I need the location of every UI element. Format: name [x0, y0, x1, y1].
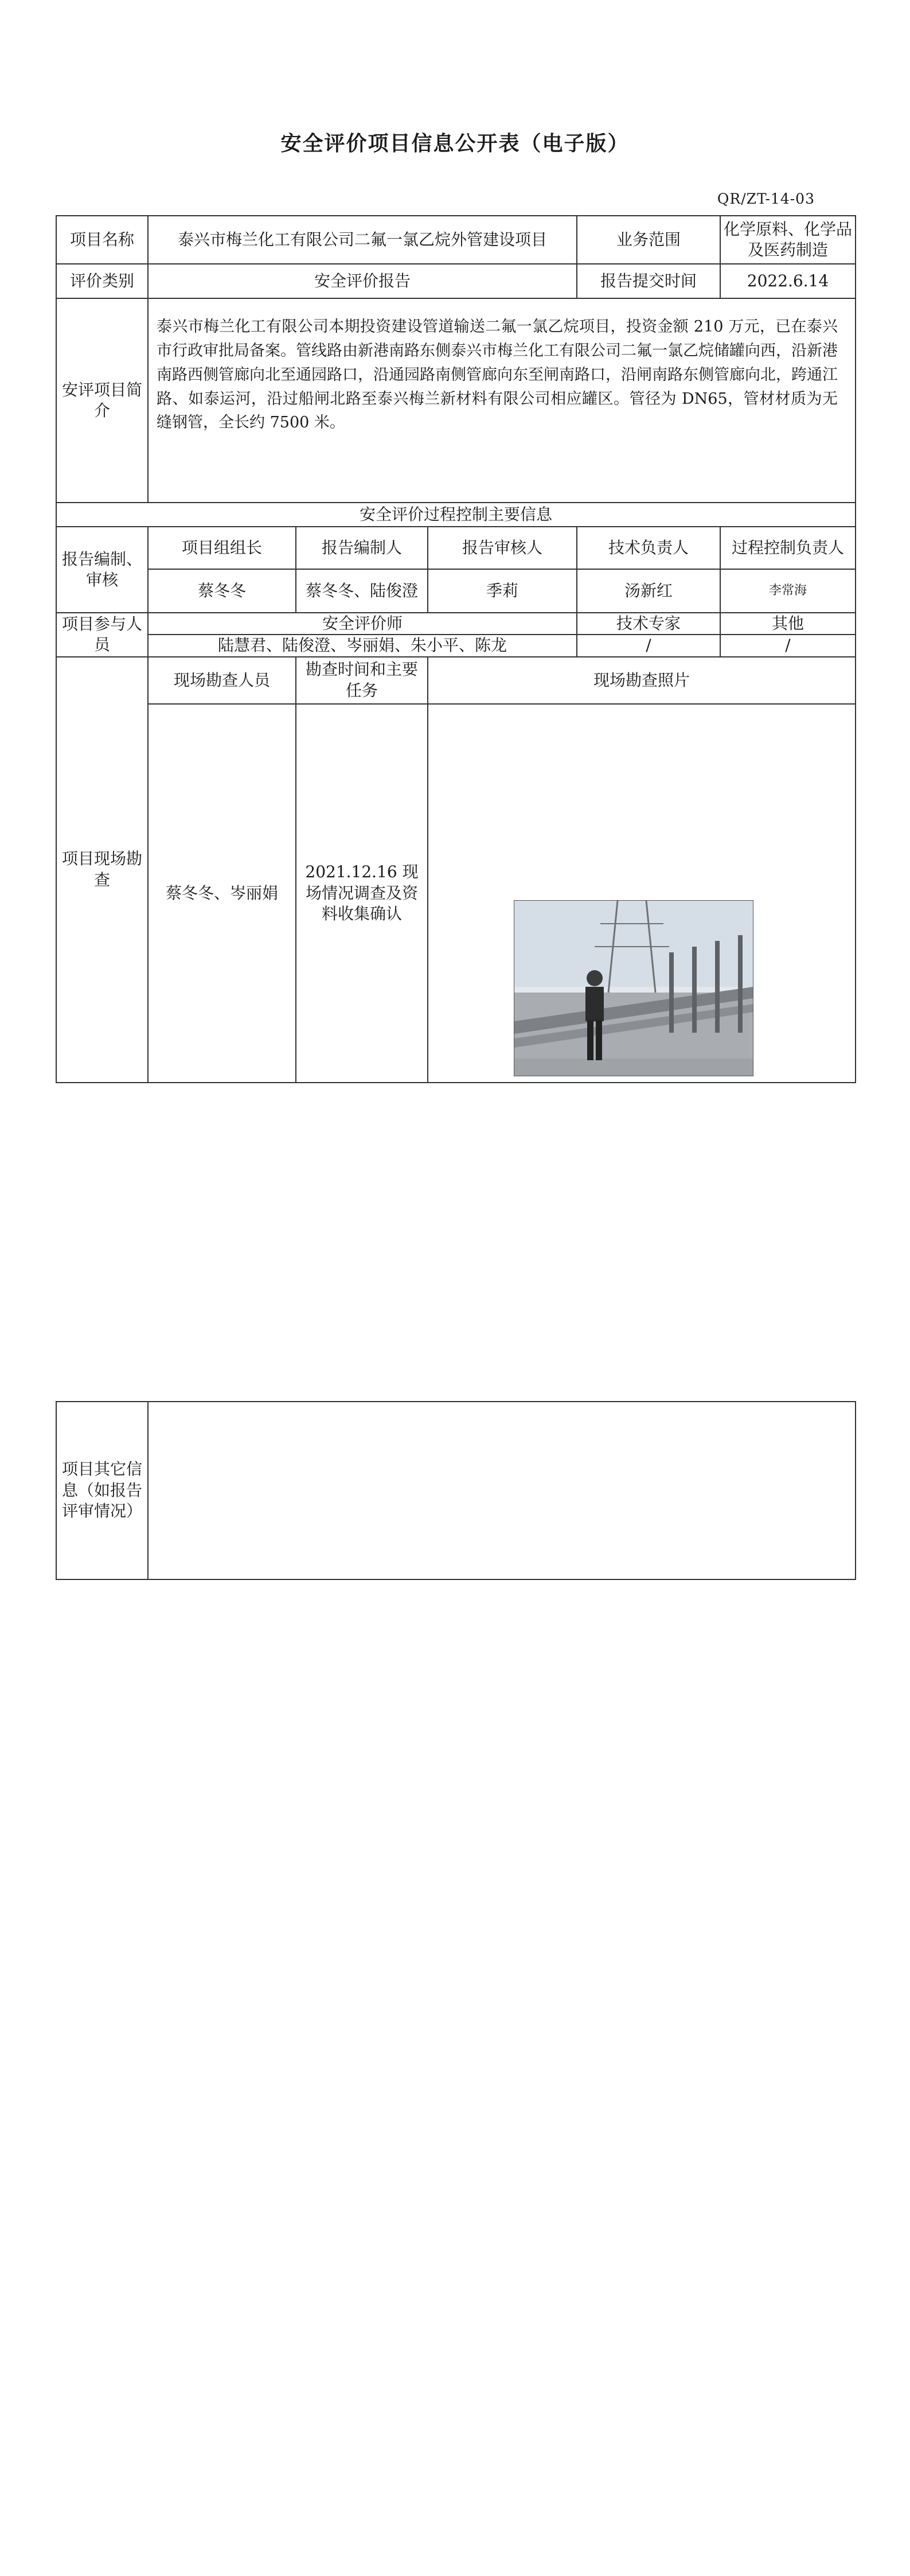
submit-date-label: 报告提交时间: [577, 264, 720, 298]
survey-staff-value: 蔡冬冬、岑丽娟: [148, 704, 296, 1083]
tech-expert-value: /: [577, 635, 720, 656]
survey-photos-cell: [428, 704, 856, 1083]
safety-assessor-value: 陆慧君、陆俊澄、岑丽娟、朱小平、陈龙: [148, 635, 577, 656]
other-info-label: 项目其它信息（如报告评审情况）: [56, 1402, 148, 1579]
other-info-table: [56, 1401, 856, 1580]
process-section-title: 安全评价过程控制主要信息: [56, 503, 856, 527]
header-tech-lead: 技术负责人: [577, 527, 720, 569]
header-survey-time-task: 勘查时间和主要任务: [296, 657, 428, 704]
header-report-author: 报告编制人: [296, 527, 428, 569]
tech-lead-value: 汤新红: [577, 569, 720, 613]
team-leader-value: 蔡冬冬: [148, 569, 296, 613]
project-info-table: [56, 215, 856, 1083]
header-process-control-lead: 过程控制负责人: [720, 527, 856, 569]
other-value: /: [720, 635, 856, 656]
site-survey-label: 项目现场勘查: [56, 657, 148, 1083]
survey-time-task-value: 2021.12.16 现场情况调查及资料收集确认: [296, 704, 428, 1083]
submit-date-value: 2022.6.14: [720, 264, 856, 298]
project-intro-label: 安评项目简介: [56, 298, 148, 503]
header-other: 其他: [720, 613, 856, 635]
other-info-value: [148, 1402, 856, 1579]
evaluation-type-label: 评价类别: [56, 264, 148, 298]
process-control-lead-value: 李常海: [720, 569, 856, 613]
header-survey-staff: 现场勘查人员: [148, 657, 296, 704]
header-safety-assessor: 安全评价师: [148, 613, 577, 635]
scope-label: 业务范围: [577, 216, 720, 264]
page-title: 安全评价项目信息公开表（电子版）: [280, 131, 630, 155]
document-code: QR/ZT-14-03: [717, 190, 815, 207]
project-name-label: 项目名称: [56, 216, 148, 264]
project-name-value: 泰兴市梅兰化工有限公司二氟一氯乙烷外管建设项目: [148, 216, 577, 264]
header-team-leader: 项目组组长: [148, 527, 296, 569]
report-reviewer-value: 季莉: [428, 569, 577, 613]
scope-value: 化学原料、化学品及医药制造: [720, 216, 856, 264]
header-survey-photos: 现场勘查照片: [428, 657, 856, 704]
site-photo-pipe-rack: [514, 900, 753, 1076]
header-tech-expert: 技术专家: [577, 613, 720, 635]
report-author-value: 蔡冬冬、陆俊澄: [296, 569, 428, 613]
participants-label: 项目参与人员: [56, 613, 148, 657]
project-intro-text: 泰兴市梅兰化工有限公司本期投资建设管道输送二氟一氯乙烷项目，投资金额 210 万元，已在泰兴市行政审批局备案。管线路由新港南路东侧泰兴市梅兰化工有限公司二氟一氯乙烷储罐向西，沿新港南路西侧管廊向北至通园路口，沿通园路南侧管廊向东至闸南路口，沿闸南路东侧管廊向北，跨通江路、如泰运河，沿过船闸北路至泰兴梅兰新材料有限公司相应罐区。管径为 DN65，管材材质为无缝钢管，全长约 7500 米。: [148, 298, 856, 503]
header-report-reviewer: 报告审核人: [428, 527, 577, 569]
report-review-label: 报告编制、审核: [56, 527, 148, 613]
evaluation-type-value: 安全评价报告: [148, 264, 577, 298]
